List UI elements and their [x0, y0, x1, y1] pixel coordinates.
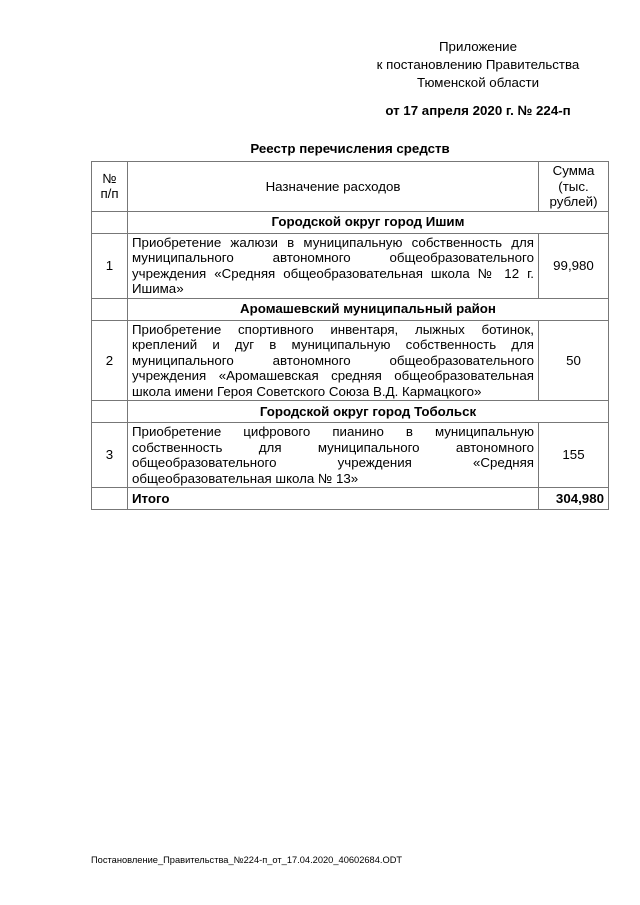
- total-sum: 304,980: [539, 488, 609, 510]
- table-header-row: [92, 162, 609, 212]
- table-row: [92, 233, 609, 298]
- header-purpose: Назначение расходов: [128, 162, 539, 212]
- section-title: Городской округ город Тобольск: [128, 401, 609, 423]
- document-header: [363, 38, 593, 120]
- section-row: [92, 211, 609, 233]
- header-date: от 17 апреля 2020 г. № 224-п: [385, 103, 571, 118]
- total-row: [92, 488, 609, 510]
- table-row: [92, 423, 609, 488]
- total-label: Итого: [128, 488, 539, 510]
- section-row: [92, 298, 609, 320]
- row-num: 2: [92, 320, 128, 401]
- row-sum: 50: [539, 320, 609, 401]
- section-title: Городской округ город Ишим: [128, 211, 609, 233]
- row-num: 3: [92, 423, 128, 488]
- header-appendix-label: Приложение: [439, 39, 517, 54]
- row-purpose: Приобретение спортивного инвентаря, лыжных ботинок, креплений и дуг в муниципальную собственность для муниципального автономного общеобразовательного учреждения «Аромашевская средняя общеобразовательная школа имени Героя Советского Союза В.Д. Кармацкого»: [128, 320, 539, 401]
- header-num: № п/п: [92, 162, 128, 212]
- table-row: [92, 320, 609, 401]
- header-sum: Сумма (тыс. рублей): [539, 162, 609, 212]
- header-decree-reference: к постановлению Правительства: [376, 57, 580, 72]
- row-purpose: Приобретение жалюзи в муниципальную собственность для муниципального автономного общеобразовательного учреждения «Средняя общеобразовательная школа № 12 г. Ишима»: [128, 233, 539, 298]
- registry-table: [91, 161, 609, 510]
- row-sum: 155: [539, 423, 609, 488]
- row-sum: 99,980: [539, 233, 609, 298]
- section-row: [92, 401, 609, 423]
- document-footer: Постановление_Правительства_№224-п_от_17.04.2020_40602684.ODT: [91, 855, 403, 865]
- header-region: Тюменской области: [416, 75, 540, 90]
- row-purpose: Приобретение цифрового пианино в муниципальную собственность для муниципального автономного общеобразовательного учреждения «Средняя общеобразовательная школа № 13»: [128, 423, 539, 488]
- page-title: Реестр перечисления средств: [250, 141, 450, 156]
- section-title: Аромашевский муниципальный район: [128, 298, 609, 320]
- row-num: 1: [92, 233, 128, 298]
